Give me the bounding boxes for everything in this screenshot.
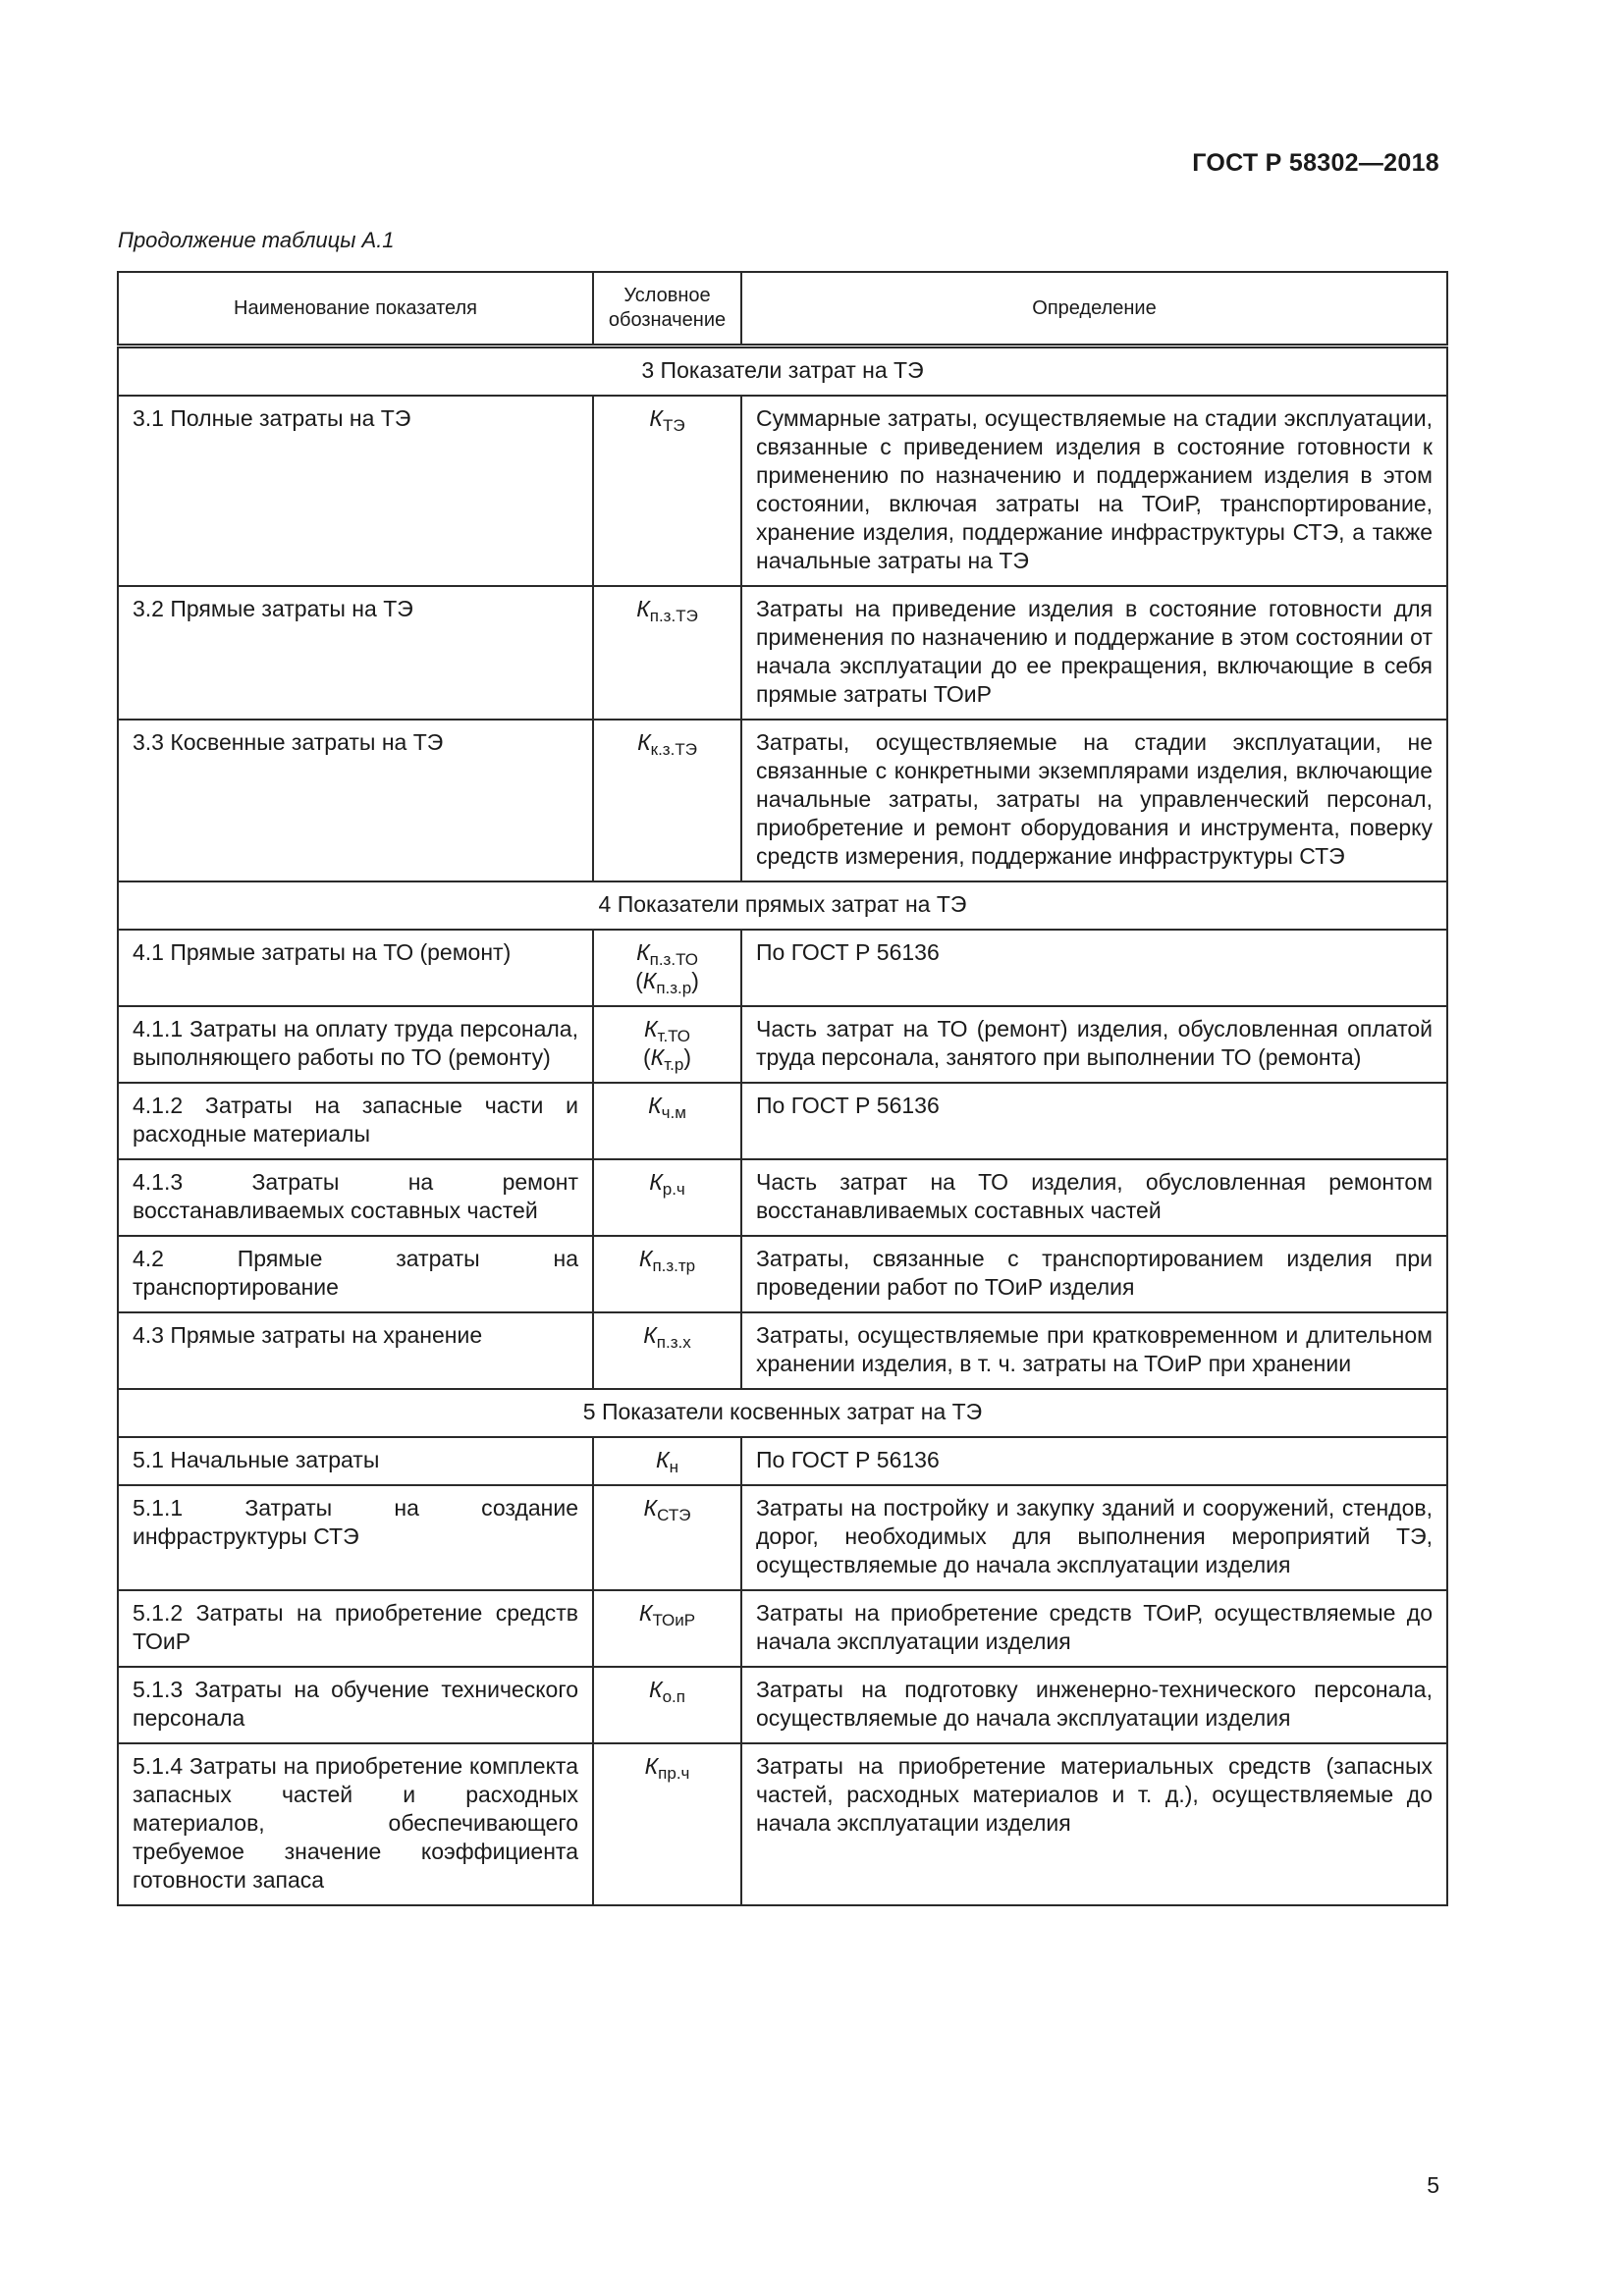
symbol-subscript: т.ТО	[657, 1027, 691, 1045]
symbol-letter: К	[636, 939, 650, 965]
indicator-definition: Затраты на подготовку инженерно-технического персонала, осуществляемые до начала эксплуатации изделия	[741, 1667, 1447, 1743]
symbol	[643, 1495, 691, 1524]
indicator-definition: Затраты, осуществляемые при кратковременном и длительном хранении изделия, в т. ч. затраты на ТОиР при хранении	[741, 1312, 1447, 1389]
symbol	[649, 405, 685, 435]
table-row	[118, 1159, 1447, 1236]
indicator-name: 4.1.1 Затраты на оплату труда персонала, выполняющего работы по ТО (ремонту)	[118, 1006, 593, 1083]
indicators-table	[117, 271, 1448, 1906]
indicator-definition: Часть затрат на ТО изделия, обусловленная ремонтом восстанавливаемых составных частей	[741, 1159, 1447, 1236]
symbol-letter: К	[637, 729, 651, 755]
alternate-symbol-letter: К	[650, 1044, 665, 1070]
indicator-name: 5.1.2 Затраты на приобретение средств ТОиР	[118, 1590, 593, 1667]
symbol-subscript: п.з.ТЭ	[649, 607, 698, 625]
symbol-letter: К	[638, 1246, 653, 1271]
alternate-symbol-letter: К	[642, 968, 657, 993]
alternate-symbol-subscript: т.р	[664, 1055, 684, 1074]
table-row	[118, 1437, 1447, 1485]
page-number: 5	[1427, 2172, 1439, 2198]
indicator-symbol	[593, 396, 741, 586]
symbol-subscript: ТЭ	[662, 416, 685, 435]
section-title: 4 Показатели прямых затрат на ТЭ	[118, 881, 1447, 930]
indicator-symbol	[593, 1590, 741, 1667]
symbol-letter: К	[649, 1677, 663, 1702]
alternate-symbol: $(К_{т.р})$	[643, 1044, 691, 1074]
indicator-name: 4.1.3 Затраты на ремонт восстанавливаемых составных частей	[118, 1159, 593, 1236]
symbol	[637, 729, 697, 759]
symbol-letter: К	[643, 1016, 658, 1041]
symbol-letter: К	[649, 1169, 663, 1195]
table-row	[118, 1590, 1447, 1667]
symbol	[638, 1600, 696, 1629]
symbol	[644, 1753, 690, 1783]
symbol-subscript: р.ч	[662, 1180, 685, 1199]
table-row	[118, 1485, 1447, 1590]
indicator-symbol	[593, 1743, 741, 1905]
symbol	[643, 1016, 691, 1045]
indicator-name: 5.1.3 Затраты на обучение технического персонала	[118, 1667, 593, 1743]
symbol-subscript: п.з.ТО	[649, 950, 698, 969]
alternate-symbol-subscript: п.з.р	[656, 979, 692, 997]
table-row	[118, 396, 1447, 586]
indicator-symbol	[593, 586, 741, 720]
symbol-subscript: СТЭ	[657, 1506, 691, 1524]
symbol	[648, 1093, 686, 1122]
indicator-definition: По ГОСТ Р 56136	[741, 1083, 1447, 1159]
table-row	[118, 930, 1447, 1006]
indicator-name: 4.1.2 Затраты на запасные части и расходные материалы	[118, 1083, 593, 1159]
indicator-symbol	[593, 1485, 741, 1590]
indicator-definition: Затраты, связанные с транспортированием изделия при проведении работ по ТОиР изделия	[741, 1236, 1447, 1312]
table-header-row	[118, 272, 1447, 347]
symbol-letter: К	[638, 1600, 653, 1626]
indicator-symbol	[593, 1159, 741, 1236]
symbol-letter: К	[656, 1447, 670, 1472]
indicator-name: 5.1.4 Затраты на приобретение комплекта запасных частей и расходных материалов, обеспечивающего требуемое значение коэффициента готовности запаса	[118, 1743, 593, 1905]
indicator-name: 4.3 Прямые затраты на хранение	[118, 1312, 593, 1389]
indicator-symbol	[593, 1667, 741, 1743]
symbol	[656, 1447, 678, 1476]
symbol-subscript: п.з.тр	[652, 1256, 696, 1275]
indicator-name: 3.1 Полные затраты на ТЭ	[118, 396, 593, 586]
indicator-name: 4.2 Прямые затраты на транспортирование	[118, 1236, 593, 1312]
table-row	[118, 1236, 1447, 1312]
column-header-name: Наименование показателя	[118, 272, 593, 347]
table-caption: Продолжение таблицы А.1	[118, 228, 395, 252]
symbol-subscript: пр.ч	[658, 1764, 690, 1783]
indicator-definition: Затраты, осуществляемые на стадии эксплуатации, не связанные с конкретными экземплярами изделия, включающие начальные затраты, затраты на управленческий персонал, приобретение и ремонт оборудования и инструмента, поверку средств измерения, поддержание инфраструктуры СТЭ	[741, 720, 1447, 881]
table-row	[118, 1667, 1447, 1743]
symbol-subscript: о.п	[662, 1687, 685, 1706]
symbol	[636, 596, 698, 625]
symbol	[649, 1677, 685, 1706]
indicator-definition: Затраты на постройку и закупку зданий и сооружений, стендов, дорог, необходимых для выполнения мероприятий ТЭ, осуществляемые до начала эксплуатации изделия	[741, 1485, 1447, 1590]
indicator-definition: Суммарные затраты, осуществляемые на стадии эксплуатации, связанные с приведением изделия в состояние готовности к применению по назначению и поддержанием изделия в этом состоянии, включая затраты на ТОиР, транспортирование, хранение изделия, поддержание инфраструктуры СТЭ, а также начальные затраты на ТЭ	[741, 396, 1447, 586]
symbol-letter: К	[649, 405, 663, 431]
symbol	[643, 1322, 691, 1352]
indicator-symbol	[593, 1006, 741, 1083]
indicator-definition: Затраты на приведение изделия в состояние готовности для применения по назначению и поддержание в этом состоянии от начала эксплуатации до ее прекращения, включающие в себя прямые затраты ТОиР	[741, 586, 1447, 720]
symbol	[636, 939, 698, 969]
section-row	[118, 881, 1447, 930]
symbol-letter: К	[648, 1093, 662, 1118]
indicator-symbol	[593, 930, 741, 1006]
table-row	[118, 1743, 1447, 1905]
symbol-subscript: к.з.ТЭ	[650, 740, 697, 759]
symbol-subscript: п.з.х	[656, 1333, 691, 1352]
indicator-name: 3.2 Прямые затраты на ТЭ	[118, 586, 593, 720]
indicator-name: 5.1.1 Затраты на создание инфраструктуры СТЭ	[118, 1485, 593, 1590]
symbol-letter: К	[643, 1495, 658, 1521]
indicator-symbol	[593, 1236, 741, 1312]
symbol	[649, 1169, 685, 1199]
indicator-name: 3.3 Косвенные затраты на ТЭ	[118, 720, 593, 881]
symbol-letter: К	[644, 1753, 659, 1779]
indicator-definition: По ГОСТ Р 56136	[741, 930, 1447, 1006]
symbol-letter: К	[643, 1322, 657, 1348]
indicator-symbol	[593, 1312, 741, 1389]
table-row	[118, 720, 1447, 881]
symbol-subscript: ч.м	[661, 1103, 686, 1122]
table-body	[118, 347, 1447, 1906]
indicator-symbol	[593, 1437, 741, 1485]
indicator-symbol	[593, 720, 741, 881]
column-header-symbol: Условное обозначение	[593, 272, 741, 347]
indicator-definition: Часть затрат на ТО (ремонт) изделия, обусловленная оплатой труда персонала, занятого при выполнении ТО (ремонта)	[741, 1006, 1447, 1083]
column-header-definition: Определение	[741, 272, 1447, 347]
section-title: 3 Показатели затрат на ТЭ	[118, 347, 1447, 397]
table-row	[118, 1006, 1447, 1083]
indicator-name: 4.1 Прямые затраты на ТО (ремонт)	[118, 930, 593, 1006]
table-row	[118, 1312, 1447, 1389]
indicator-definition: Затраты на приобретение материальных средств (запасных частей, расходных материалов и т. д.), осуществляемые до начала эксплуатации изделия	[741, 1743, 1447, 1905]
section-row	[118, 1389, 1447, 1437]
symbol-letter: К	[636, 596, 650, 621]
indicator-name: 5.1 Начальные затраты	[118, 1437, 593, 1485]
table-row	[118, 1083, 1447, 1159]
section-title: 5 Показатели косвенных затрат на ТЭ	[118, 1389, 1447, 1437]
symbol-subscript: н	[669, 1458, 678, 1476]
symbol	[638, 1246, 696, 1275]
symbol-subscript: ТОиР	[652, 1611, 696, 1629]
table-row	[118, 586, 1447, 720]
indicator-definition: По ГОСТ Р 56136	[741, 1437, 1447, 1485]
indicator-definition: Затраты на приобретение средств ТОиР, осуществляемые до начала эксплуатации изделия	[741, 1590, 1447, 1667]
indicator-symbol	[593, 1083, 741, 1159]
document-code: ГОСТ Р 58302—2018	[1192, 149, 1439, 177]
section-row	[118, 347, 1447, 397]
alternate-symbol: $(К_{п.з.р})$	[635, 968, 699, 997]
